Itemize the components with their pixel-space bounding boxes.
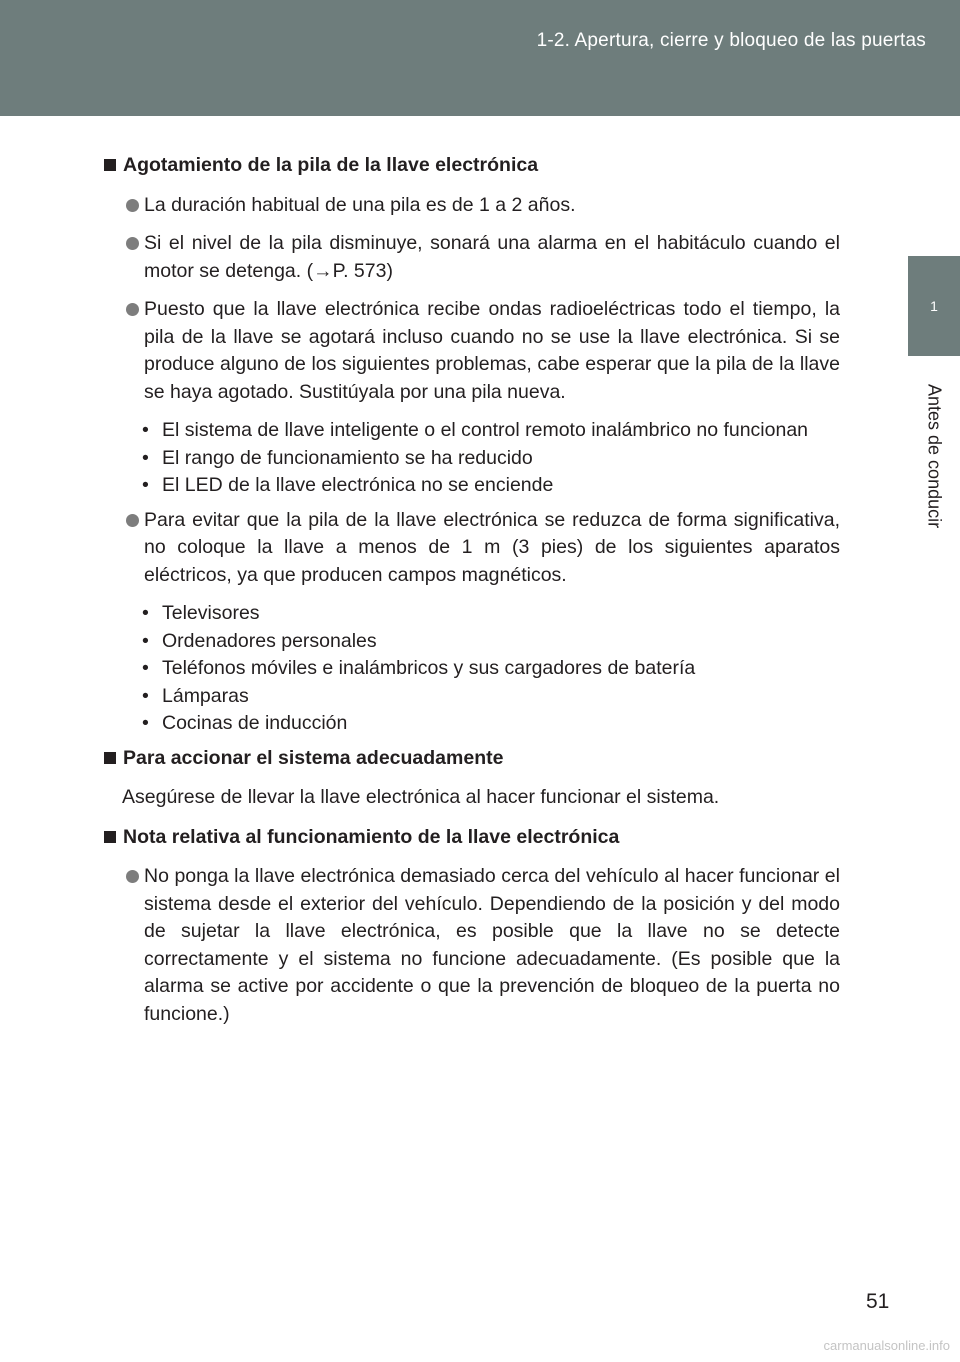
sub-list-item xyxy=(104,683,840,711)
section-title xyxy=(104,152,840,180)
chapter-label-text: Antes de conducir xyxy=(924,383,945,529)
square-bullet-icon xyxy=(104,159,116,171)
bullet-text: Para evitar que la pila de la llave electrónica se reduzca de forma significativa, no coloque la llave a menos de 1 m (3 pies) de los siguientes aparatos eléctricos, ya que producen campos magnéticos. xyxy=(144,508,840,586)
circle-bullet-icon xyxy=(126,514,139,527)
watermark: carmanualsonline.info xyxy=(823,1338,950,1353)
sub-bullet-icon: • xyxy=(142,684,149,707)
sub-item-text: El rango de funcionamiento se ha reducido xyxy=(162,446,533,469)
header-title: 1-2. Apertura, cierre y bloqueo de las puertas xyxy=(536,30,926,51)
bullet-text: Si el nivel de la pila disminuye, sonará una alarma en el habitáculo cuando el motor se detenga. (→P. 573) xyxy=(144,232,840,282)
sub-list-item xyxy=(104,417,840,445)
sub-item-text: El sistema de llave inteligente o el control remoto inalámbrico no funcionan xyxy=(162,419,809,441)
page-content xyxy=(104,152,840,1039)
sub-item-text: Cocinas de inducción xyxy=(162,712,348,734)
sub-item-text: Lámparas xyxy=(162,684,249,707)
sub-bullet-icon: • xyxy=(142,419,149,441)
page-number: 51 xyxy=(866,1290,890,1313)
bullet-text: Puesto que la llave electrónica recibe ondas radioeléctricas todo el tiempo, la pila de la llave se agotará incluso cuando no se use la llave electrónica. Si se produce alguno de los siguientes problemas, cabe esperar que la pila de la llave se haya agotado. Sustitúyala por una pila nueva. xyxy=(144,298,840,403)
sub-list-item xyxy=(104,445,840,473)
bullet-item xyxy=(104,192,840,220)
bullet-text: La duración habitual de una pila es de 1 a 2 años. xyxy=(144,193,576,216)
square-bullet-icon xyxy=(104,831,116,843)
circle-bullet-icon xyxy=(126,303,139,316)
sub-item-text: El LED de la llave electrónica no se enciende xyxy=(162,474,554,496)
sub-bullet-icon: • xyxy=(142,712,149,734)
section-title xyxy=(104,745,840,773)
sub-list xyxy=(104,417,840,500)
chapter-label xyxy=(908,366,960,546)
sub-item-text: Teléfonos móviles e inalámbricos y sus cargadores de batería xyxy=(162,657,696,679)
circle-bullet-icon xyxy=(126,199,139,212)
sub-bullet-icon: • xyxy=(142,474,149,496)
section-title-text: Nota relativa al funcionamiento de la llave electrónica xyxy=(123,825,620,848)
sub-list xyxy=(104,600,840,738)
circle-bullet-icon xyxy=(126,870,139,883)
bullet-item xyxy=(104,863,840,1028)
sub-item-text: Ordenadores personales xyxy=(162,629,377,652)
chapter-tab xyxy=(908,256,960,356)
sub-bullet-icon: • xyxy=(142,446,149,469)
sub-list-item xyxy=(104,600,840,628)
sub-list-item xyxy=(104,710,840,738)
section-title xyxy=(104,824,840,852)
section-title-text: Para accionar el sistema adecuadamente xyxy=(123,746,504,769)
section-title-text: Agotamiento de la pila de la llave electrónica xyxy=(123,154,539,176)
page-header xyxy=(0,0,960,116)
sub-list-item xyxy=(104,655,840,683)
circle-bullet-icon xyxy=(126,237,139,250)
bullet-item xyxy=(104,230,840,285)
sub-bullet-icon: • xyxy=(142,657,149,679)
sub-list-item xyxy=(104,628,840,656)
section-text: Asegúrese de llevar la llave electrónica al hacer funcionar el sistema. xyxy=(122,786,720,808)
square-bullet-icon xyxy=(104,752,116,764)
chapter-number: 1 xyxy=(930,298,938,314)
bullet-text: No ponga la llave electrónica demasiado cerca del vehículo al hacer funcionar el sistema desde el exterior del vehículo. Dependiendo de la posición y del modo de sujetar la llave electrónica, es posible que la llave no se detecte correctamente y el sistema no funcione adecuadamente. (Es posible que la alarma se active por accidente o que la prevención de bloqueo de la puerta no funcione.) xyxy=(144,865,840,1025)
bullet-item xyxy=(104,296,840,406)
sub-item-text: Televisores xyxy=(162,602,260,624)
sub-bullet-icon: • xyxy=(142,629,149,652)
sub-bullet-icon: • xyxy=(142,602,149,624)
bullet-item xyxy=(104,507,840,590)
sub-list-item xyxy=(104,472,840,500)
